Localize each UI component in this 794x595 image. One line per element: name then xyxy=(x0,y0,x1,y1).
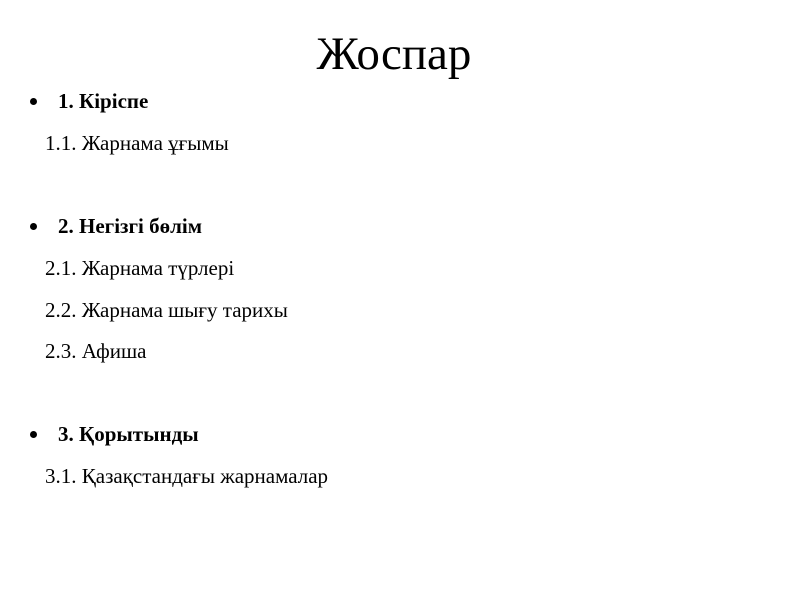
section-heading-label: 1. Кіріспе xyxy=(58,88,149,113)
bullet-icon xyxy=(30,431,37,438)
section-heading-label: 3. Қорытынды xyxy=(58,421,199,446)
section-heading-label: 2. Негізгі бөлім xyxy=(58,213,203,238)
list-item: 3.1. Қазақстандағы жарнамалар xyxy=(45,464,329,488)
list-item: 2.1. Жарнама түрлері xyxy=(45,256,235,280)
list-item: 2.3. Афиша xyxy=(45,339,147,363)
page-title xyxy=(0,26,794,82)
page-title-text: Жоспар xyxy=(316,28,472,80)
bullet-icon xyxy=(30,223,37,230)
section-heading-3 xyxy=(30,421,199,447)
section-heading-2 xyxy=(30,213,202,239)
list-item: 2.2. Жарнама шығу тарихы xyxy=(45,298,288,322)
bullet-icon xyxy=(30,98,37,105)
list-item: 1.1. Жарнама ұғымы xyxy=(45,131,229,155)
section-heading-1 xyxy=(30,88,148,114)
